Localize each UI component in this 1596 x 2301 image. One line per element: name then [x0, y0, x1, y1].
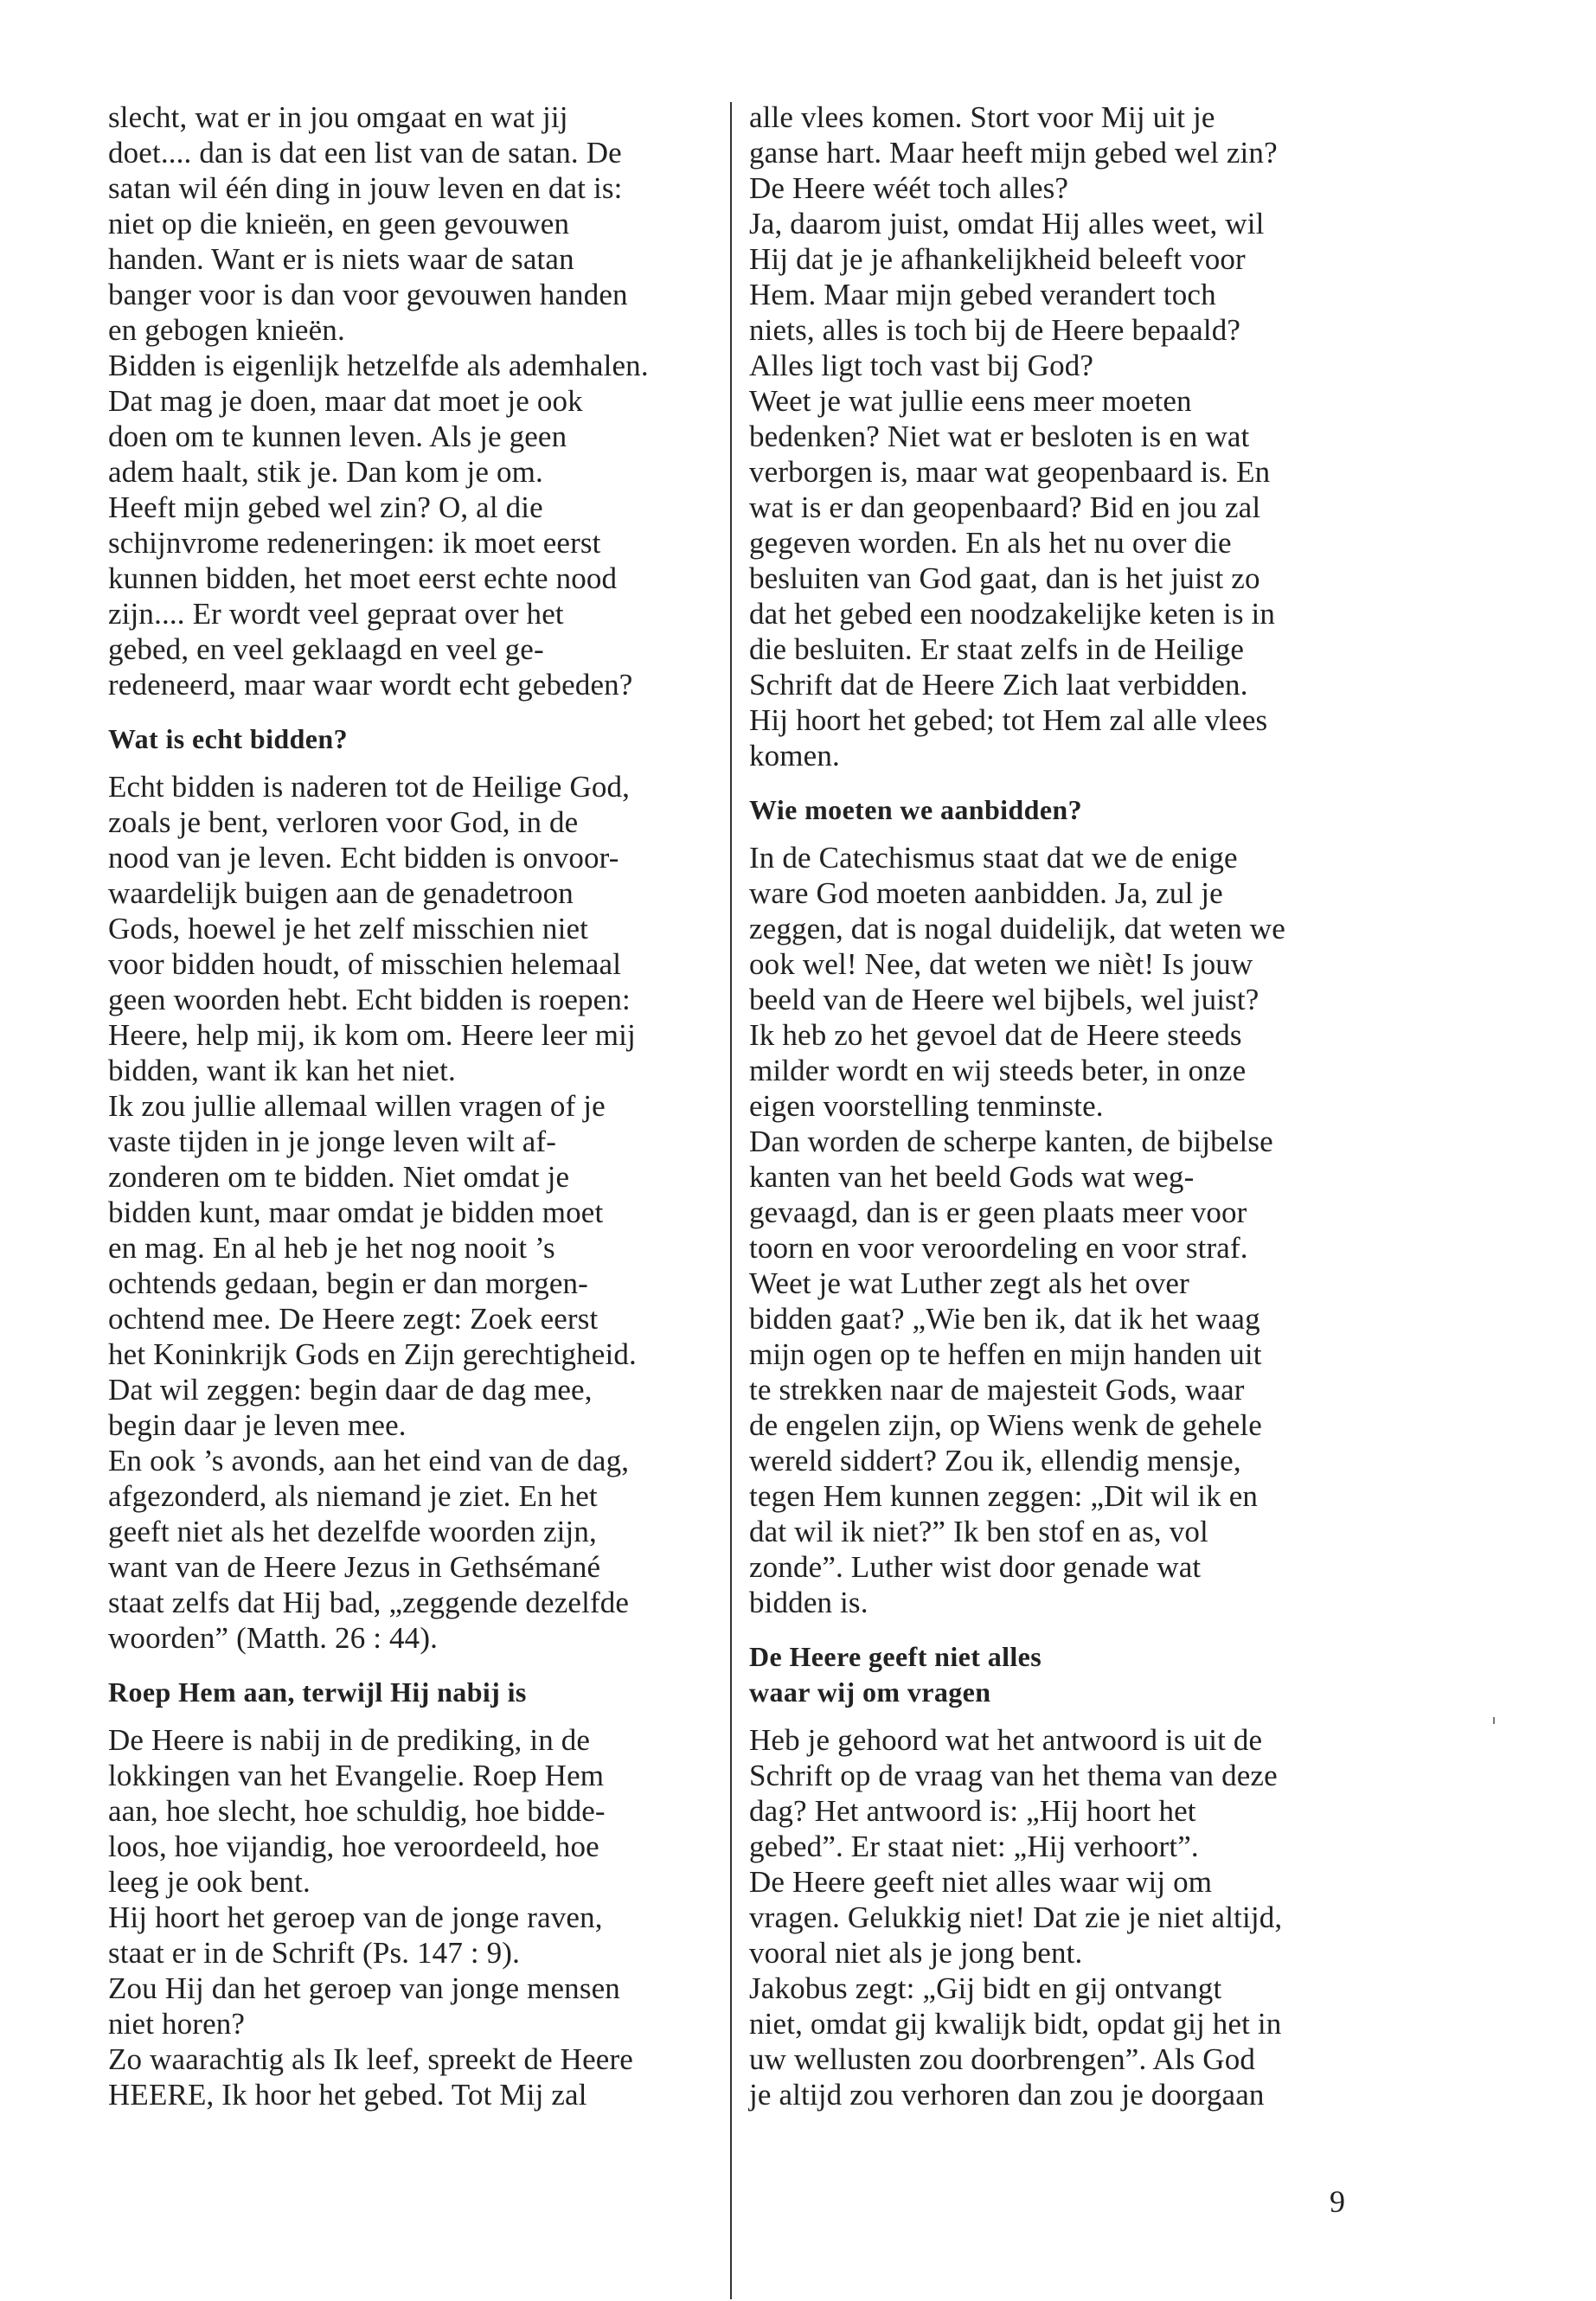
right-column [749, 99, 1355, 2112]
paragraph: slecht, wat er in jou omgaat en wat jij doet.... dan is dat een list van de satan. De satan wil één ding in jouw leven en dat is: niet op die knieën, en geen gevouwen handen. Want er is niets waar de satan banger voor is dan voor gevouwen handen en gebogen knieën. Bidden is eigenlijk hetzelfde als ademhalen. Dat mag je doen, maar dat moet je ook doen om te kunnen leven. Als je geen adem haalt, stik je. Dan kom je om. Heeft mijn gebed wel zin? O, al die schijnvrome redeneringen: ik moet eerst kunnen bidden, het moet eerst echte nood zijn.... Er wordt veel gepraat over het gebed, en veel geklaagd en veel ge- redeneerd, maar waar wordt echt gebeden? [108, 100, 649, 702]
paragraph: De Heere is nabij in de prediking, in de lokkingen van het Evangelie. Roep Hem aan, hoe slecht, hoe schuldig, hoe bidde- loos, hoe vijandig, hoe veroordeeld, hoe leeg je ook bent. Hij hoort het geroep van de jonge raven, staat er in de Schrift (Ps. 147 : 9). Zou Hij dan het geroep van jonge mensen niet horen? Zo waarachtig als Ik leef, spreekt de Heere HEERE, Ik hoor het gebed. Tot Mij zal [108, 1723, 633, 2112]
section-heading: Roep Hem aan, terwijl Hij nabij is [108, 1676, 527, 1708]
paragraph: Heb je gehoord wat het antwoord is uit de Schrift op de vraag van het thema van deze dag? Het antwoord is: „Hij hoort het gebed”. Er staat niet: „Hij verhoort”. De Heere geeft niet alles waar wij om vragen. Gelukkig niet! Dat zie je niet altijd, vooral niet als je jong bent. Jakobus zegt: „Gij bidt en gij ontvangt niet, omdat gij kwalijk bidt, opdat gij het in uw wellusten zou doorbrengen”. Als God je altijd zou verhoren dan zou je doorgaan [749, 1723, 1283, 2112]
page-number: 9 [1330, 2184, 1345, 2219]
section-heading: Wat is echt bidden? [108, 723, 348, 754]
section-heading: De Heere geeft niet alles waar wij om vragen [749, 1641, 1042, 1708]
paragraph: In de Catechismus staat dat we de enige ware God moeten aanbidden. Ja, zul je zeggen, dat is nogal duidelijk, dat weten we ook wel! Nee, dat weten we nièt! Is jouw beeld van de Heere wel bijbels, wel juist? Ik heb zo het gevoel dat de Heere steeds milder wordt en wij steeds beter, in onze eigen voorstelling tenminste. Dan worden de scherpe kanten, de bijbelse kanten van het beeld Gods wat weg- gevaagd, dan is er geen plaats meer voor toorn en voor veroordeling en voor straf. Weet je wat Luther zegt als het over bidden gaat? „Wie ben ik, dat ik het waag mijn ogen op te heffen en mijn handen uit te strekken naar de majesteit Gods, waar de engelen zijn, op Wiens wenk de gehele wereld siddert? Zou ik, ellendig mensje, tegen Hem kunnen zeggen: „Dit wil ik en dat wil ik niet?” Ik ben stof en as, vol zonde”. Luther wist door genade wat bidden is. [749, 841, 1285, 1619]
paragraph: Echt bidden is naderen tot de Heilige God, zoals je bent, verloren voor God, in de nood van je leven. Echt bidden is onvoor- waardelijk buigen aan de genadetroon Gods, hoewel je het zelf misschien niet voor bidden houdt, of misschien helemaal geen woorden hebt. Echt bidden is roepen: Heere, help mij, ik kom om. Heere leer mij bidden, want ik kan het niet. Ik zou jullie allemaal willen vragen of je vaste tijden in je jonge leven wilt af- zonderen om te bidden. Niet omdat je bidden kunt, maar omdat je bidden moet en mag. En al heb je het nog nooit ’s ochtends gedaan, begin er dan morgen- ochtend mee. De Heere zegt: Zoek eerst het Koninkrijk Gods en Zijn gerechtigheid. Dat wil zeggen: begin daar de dag mee, begin daar je leven mee. En ook ’s avonds, aan het eind van de dag, afgezonderd, als niemand je ziet. En het geeft niet als het dezelfde woorden zijn, want van de Heere Jezus in Gethsémané staat zelfs dat Hij bad, „zeggende dezelfde woorden” (Matth. 26 : 44). [108, 770, 637, 1655]
paragraph: alle vlees komen. Stort voor Mij uit je ganse hart. Maar heeft mijn gebed wel zin? De Heere wéét toch alles? Ja, daarom juist, omdat Hij alles weet, wil Hij dat je je afhankelijkheid beleeft voor Hem. Maar mijn gebed verandert toch niets, alles is toch bij de Heere bepaald? Alles ligt toch vast bij God? Weet je wat jullie eens meer moeten bedenken? Niet wat er besloten is en wat verborgen is, maar wat geopenbaard is. En wat is er dan geopenbaard? Bid en jou zal gegeven worden. En als het nu over die besluiten van God gaat, dan is het juist zo dat het gebed een noodzakelijke keten is in die besluiten. Er staat zelfs in de Heilige Schrift dat de Heere Zich laat verbidden. Hij hoort het gebed; tot Hem zal alle vlees komen. [749, 100, 1278, 772]
section-heading: Wie moeten we aanbidden? [749, 794, 1083, 825]
scan-mark [1493, 1717, 1495, 1724]
left-column [108, 99, 714, 2112]
column-divider [730, 102, 732, 2299]
